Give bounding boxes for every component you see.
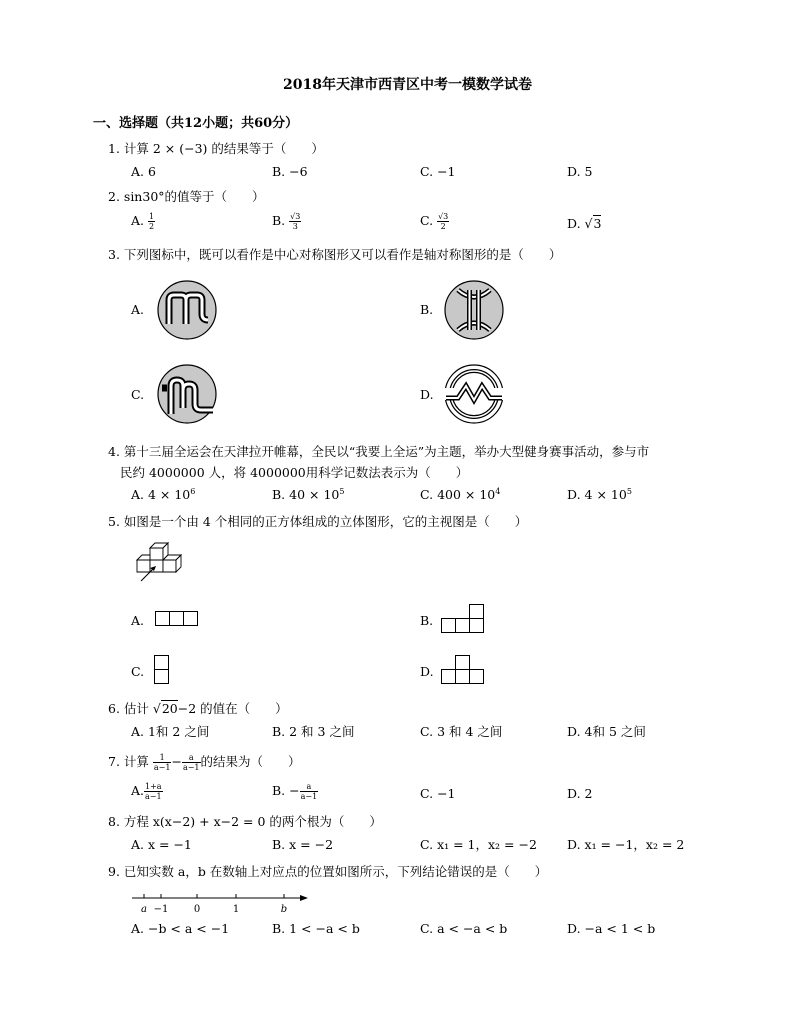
q8-option-d: D. x₁ = −1，x₂ = 2 — [567, 837, 685, 852]
question-1: 1. 计算 2 × (−3) 的结果等于（ ） — [108, 141, 324, 156]
question-5: 5. 如图是一个由 4 个相同的正方体组成的立体图形，它的主视图是（ ） — [108, 514, 528, 529]
q2-b-prefix: B. — [272, 213, 286, 228]
q3-icon-a — [157, 280, 217, 340]
q3-label-a: A. — [131, 302, 145, 317]
q8-option-b: B. x = −2 — [272, 837, 334, 852]
q7-stem-pre: 7. 计算 — [108, 754, 149, 769]
q7-a-prefix: A. — [131, 783, 145, 798]
q1-option-d: D. 5 — [567, 164, 593, 179]
question-7 — [108, 753, 301, 772]
question-3: 3. 下列图标中，既可以看作是中心对称图形又可以看作是轴对称图形的是（ ） — [108, 247, 562, 262]
q7-a-fraction: $\frac{1+a}{a-1}$ — [145, 782, 162, 801]
q4-option-b: B. $40 \times 10^5$ — [272, 487, 345, 502]
page-title: 2018年天津市西青区中考一模数学试卷 — [283, 77, 532, 93]
q7-option-c: C. −1 — [420, 786, 456, 801]
q6-option-b: B. 2 和 3 之间 — [272, 724, 355, 739]
q7-fraction-1: $\frac{1}{a-1}$ — [153, 753, 171, 772]
q3-icon-b — [444, 280, 504, 340]
q3-label-c: C. — [131, 387, 145, 402]
q2-option-d: D. √3 — [567, 216, 602, 231]
q5-label-c: C. — [131, 664, 145, 679]
q6-option-c: C. 3 和 4 之间 — [420, 724, 503, 739]
q2-stem-post: 的值等于（ ） — [164, 189, 265, 204]
q6-stem-pre: 6. 估计 — [108, 701, 149, 716]
q4-option-a: A. $4 \times 10^6$ — [131, 487, 196, 502]
q3-icon-d — [444, 364, 504, 424]
q5-cube-figure — [131, 540, 186, 582]
q7-b-prefix: B. − — [272, 783, 300, 798]
q5-label-b: B. — [420, 613, 434, 628]
q1-option-c: C. −1 — [420, 164, 456, 179]
question-6: 6. 估计 √20−2 的值在（ ） — [108, 701, 288, 716]
q7-option-a — [131, 782, 163, 801]
q2-c-fraction: $\frac{√3}{2}$ — [438, 212, 449, 231]
q6-option-a: A. 1和 2 之间 — [131, 724, 210, 739]
q2-d-prefix: D. — [567, 216, 581, 231]
q2-a-prefix: A. — [131, 213, 145, 228]
q5-view-c — [154, 655, 170, 685]
q2-d-radicand: 3 — [593, 216, 602, 231]
q9-number-line — [130, 890, 310, 920]
q6-radicand: 20 — [161, 701, 178, 716]
q1-option-a: A. 6 — [131, 164, 156, 179]
q8-option-a: A. x = −1 — [131, 837, 192, 852]
q6-option-d: D. 4和 5 之间 — [567, 724, 646, 739]
q9-option-a: A. −b < a < −1 — [131, 921, 230, 936]
question-4-line-2: 民约 4000000 人，将 4000000用科学记数法表示为（ ） — [120, 465, 469, 480]
q7-option-d: D. 2 — [567, 786, 593, 801]
q5-view-d — [441, 655, 487, 685]
question-2 — [108, 191, 265, 204]
axis-label-0: 0 — [193, 904, 201, 915]
q2-option-a — [131, 212, 155, 231]
q2-c-prefix: C. — [420, 213, 434, 228]
q1-option-b: B. −6 — [272, 164, 308, 179]
q5-label-d: D. — [420, 664, 434, 679]
axis-label-1: 1 — [232, 904, 240, 915]
q2-b-fraction: $\frac{√3}{3}$ — [290, 212, 301, 231]
q5-view-b — [441, 604, 487, 634]
q4-option-d: D. $4 \times 10^5$ — [567, 487, 632, 502]
q9-option-d: D. −a < 1 < b — [567, 921, 656, 936]
axis-label-a: a — [141, 904, 147, 915]
q2-option-b — [272, 212, 301, 231]
axis-label-b: b — [280, 904, 288, 915]
q5-label-a: A. — [131, 613, 145, 628]
q5-view-a — [155, 611, 199, 627]
q3-label-b: B. — [420, 302, 434, 317]
section-heading: 一、选择题（共12小题；共60分） — [93, 116, 299, 131]
axis-label-neg1: −1 — [153, 904, 169, 915]
q4-option-c: C. $400 \times 10^4$ — [420, 487, 501, 502]
q3-icon-c — [157, 364, 217, 424]
question-8: 8. 方程 x(x−2) + x−2 = 0 的两个根为（ ） — [108, 814, 382, 829]
question-4-line-1: 4. 第十三届全运会在天津拉开帷幕，全民以“我要上全运”为主题，举办大型健身赛事活动，参与市 — [108, 444, 650, 459]
q9-option-c: C. a < −a < b — [420, 921, 508, 936]
q3-label-d: D. — [420, 387, 434, 402]
q8-option-c: C. x₁ = 1，x₂ = −2 — [420, 837, 537, 852]
q9-option-b: B. 1 < −a < b — [272, 921, 360, 936]
q7-b-fraction: $\frac{a}{a-1}$ — [300, 782, 318, 801]
q7-fraction-2: $\frac{a}{a-1}$ — [182, 753, 200, 772]
q2-stem-pre: 2. sin30° — [108, 189, 165, 204]
question-9: 9. 已知实数 a，b 在数轴上对应点的位置如图所示，下列结论错误的是（ ） — [108, 864, 548, 879]
q7-minus: − — [171, 754, 182, 769]
q7-stem-post: 的结果为（ ） — [200, 754, 301, 769]
q7-option-b — [272, 782, 318, 801]
q2-a-fraction: $\frac{1}{2}$ — [149, 212, 155, 231]
q2-option-c — [420, 212, 449, 231]
q6-stem-post: −2 的值在（ ） — [177, 701, 288, 716]
